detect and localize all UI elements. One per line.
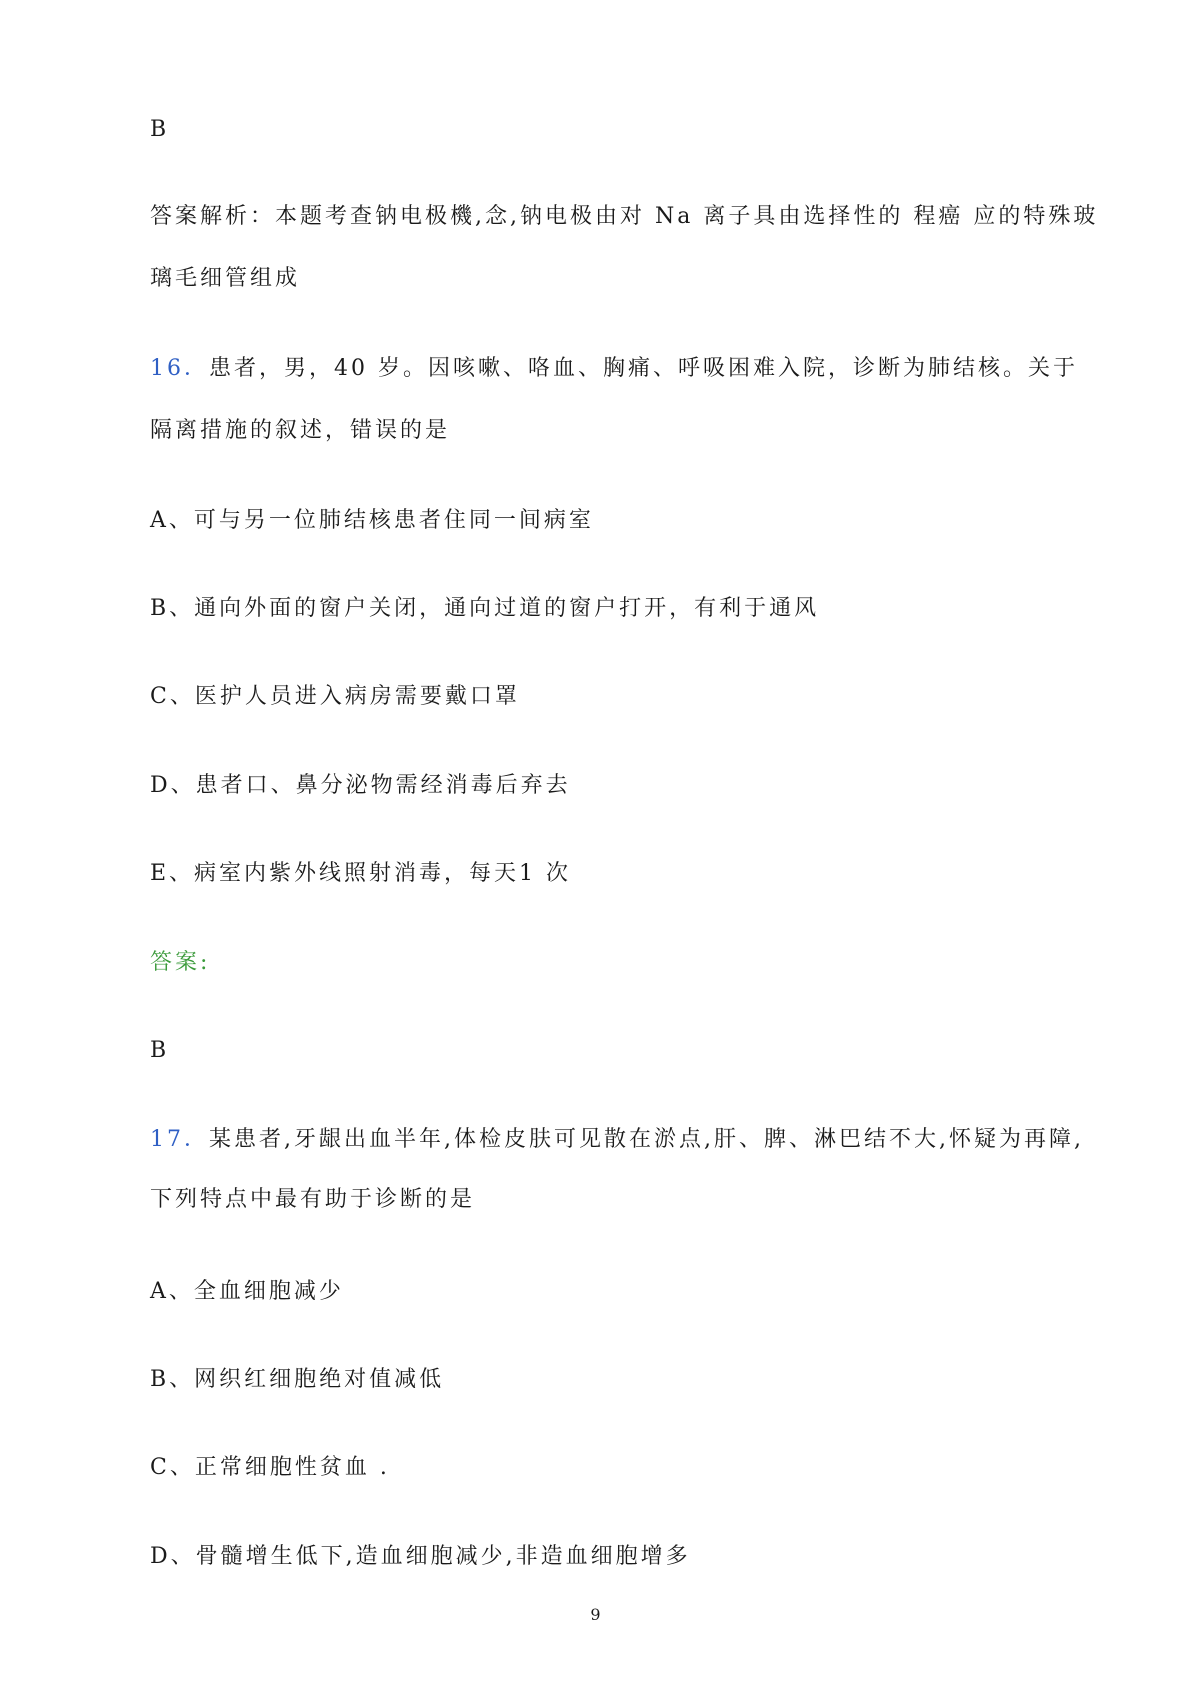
page-number: 9 [590, 1605, 601, 1624]
explanation-line-1: 答案解析：本题考查钠电极機,念,钠电极由对 Na 离子具由选择性的 程癌 应的特殊玻 [150, 204, 1099, 229]
question-16-option-d: D、患者口、鼻分泌物需经消毒后弃去 [150, 773, 571, 798]
question-16-stem [150, 354, 1078, 384]
question-16-option-b: B、通向外面的窗户关闭，通向过道的窗户打开，有利于通风 [150, 596, 820, 621]
question-16-option-c: C、医护人员进入病房需要戴口罩 [150, 684, 520, 709]
question-16-stem-line-2: 隔离措施的叙述，错误的是 [150, 418, 451, 443]
question-16-option-e: E、病室内紫外线照射消毒，每天1 次 [150, 861, 572, 886]
question-17-stem [150, 1125, 1084, 1155]
previous-answer: B [150, 117, 170, 142]
question-17-stem-line-2: 下列特点中最有助于诊断的是 [150, 1187, 476, 1212]
question-17-option-c: C、正常细胞性贫血 . [150, 1455, 390, 1480]
question-17-stem-line-1: 某患者,牙龈出血半年,体检皮肤可见散在淤点,肝、脾、淋巴结不大,怀疑为再障, [209, 1127, 1084, 1152]
question-16-stem-line-1: 患者，男，40 岁。因咳嗽、咯血、胸痛、呼吸困难入院，诊断为肺结核。关于 [209, 356, 1078, 381]
question-17-option-b: B、网织红细胞绝对值减低 [150, 1367, 445, 1392]
question-17-option-d: D、骨髓增生低下,造血细胞减少,非造血细胞增多 [150, 1544, 691, 1569]
question-16-answer: B [150, 1038, 170, 1063]
explanation-line-2: 璃毛细管组成 [150, 266, 301, 291]
question-16-number: 16． [150, 356, 209, 381]
question-17-option-a: A、全血细胞减少 [150, 1279, 344, 1304]
question-17-number: 17． [150, 1127, 209, 1152]
question-16-option-a: A、可与另一位肺结核患者住同一间病室 [150, 508, 594, 533]
question-16-answer-label: 答案: [150, 950, 211, 975]
